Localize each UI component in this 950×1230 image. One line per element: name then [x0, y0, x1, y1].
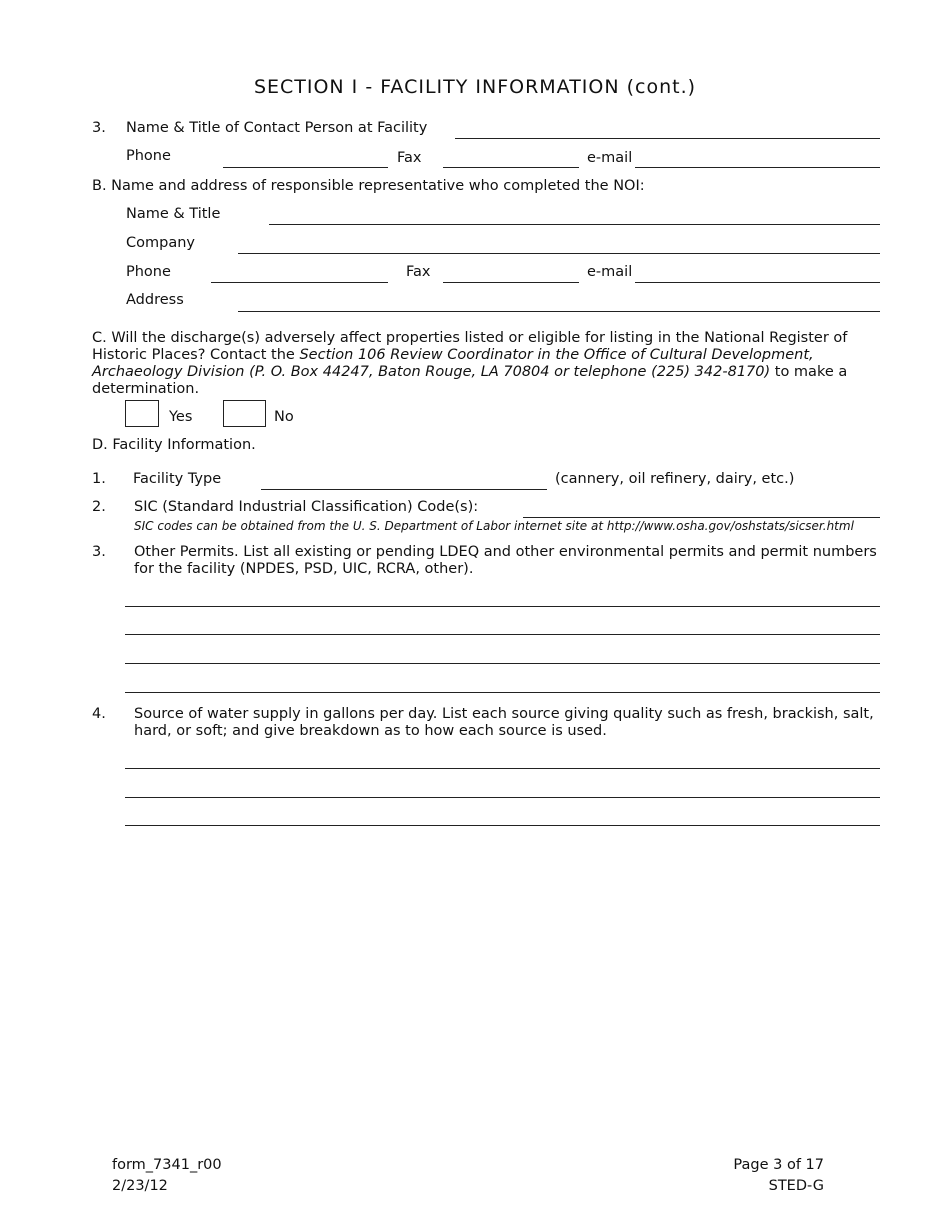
rep-address-field[interactable] [238, 311, 880, 312]
rep-email-field[interactable] [635, 282, 880, 283]
water-supply-text: Source of water supply in gallons per day. List each source giving quality such as fresh, brackish, salt, hard, or soft; and give breakdown as to how each source is used. [134, 706, 874, 739]
section-b-heading: B. Name and address of responsible representative who completed the NOI: [92, 178, 645, 194]
contact-person-field[interactable] [455, 138, 880, 139]
name-title-label: Name & Title [126, 206, 221, 222]
rep-phone-field[interactable] [211, 282, 388, 283]
other-permits-line-3[interactable] [125, 663, 880, 664]
other-permits-text: Other Permits. List all existing or pending LDEQ and other environmental permits and permit numbers for the facility (NPDES, PSD, UIC, RCRA, other). [134, 544, 877, 577]
page-title: SECTION I - FACILITY INFORMATION (cont.) [253, 76, 697, 98]
footer-form-id: form_7341_r00 [112, 1157, 222, 1173]
rep-phone-label: Phone [126, 264, 171, 280]
rep-fax-field[interactable] [443, 282, 579, 283]
facility-type-field[interactable] [261, 489, 547, 490]
yes-label: Yes [169, 409, 193, 425]
facility-type-label: Facility Type [133, 471, 222, 487]
sic-code-note: SIC codes can be obtained from the U. S. Department of Labor internet site at http://www.osha.gov/oshstats/sicser.html [134, 519, 854, 533]
water-supply-line-1[interactable] [125, 768, 880, 769]
rep-fax-label: Fax [406, 264, 431, 280]
section-c-question [92, 330, 882, 398]
section-c-text-b: to make a determination. [92, 364, 848, 397]
contact-email-field[interactable] [635, 167, 880, 168]
yes-checkbox[interactable] [125, 400, 159, 427]
rep-email-label: e-mail [587, 264, 633, 280]
section-c-text-a: C. Will the discharge(s) adversely affect properties listed or eligible for listing in the National Register of Historic Places? Contact the [92, 330, 848, 363]
address-label: Address [126, 292, 184, 308]
sic-code-field[interactable] [523, 517, 880, 518]
section-d-heading: D. Facility Information. [92, 437, 256, 453]
footer-date: 2/23/12 [112, 1178, 168, 1194]
no-checkbox[interactable] [223, 400, 266, 427]
facility-type-hint: (cannery, oil refinery, dairy, etc.) [555, 471, 795, 487]
water-supply-line-2[interactable] [125, 797, 880, 798]
water-supply-line-3[interactable] [125, 825, 880, 826]
contact-phone-field[interactable] [223, 167, 388, 168]
contact-person-label: Name & Title of Contact Person at Facility [126, 120, 428, 136]
d2-number: 2. [92, 499, 106, 515]
other-permits-line-1[interactable] [125, 606, 880, 607]
sic-code-label: SIC (Standard Industrial Classification) Code(s): [134, 499, 479, 515]
footer-code: STED-G [768, 1178, 824, 1194]
other-permits-line-2[interactable] [125, 634, 880, 635]
d4-number: 4. [92, 706, 106, 722]
footer-page-number: Page 3 of 17 [733, 1157, 824, 1173]
fax-label: Fax [397, 150, 422, 166]
d1-number: 1. [92, 471, 106, 487]
phone-label: Phone [126, 148, 171, 164]
company-label: Company [126, 235, 195, 251]
section-c-coordinator: Section 106 Review Coordinator in the Office of Cultural Development, Archaeology Division (P. O. Box 44247, Baton Rouge, LA 70804 or telephone (225) 342-8170) [92, 347, 814, 380]
d3-number: 3. [92, 544, 106, 560]
email-label: e-mail [587, 150, 633, 166]
no-label: No [274, 409, 294, 425]
contact-fax-field[interactable] [443, 167, 579, 168]
rep-company-field[interactable] [238, 253, 880, 254]
rep-name-title-field[interactable] [269, 224, 880, 225]
item-3-number: 3. [92, 120, 106, 136]
other-permits-line-4[interactable] [125, 692, 880, 693]
